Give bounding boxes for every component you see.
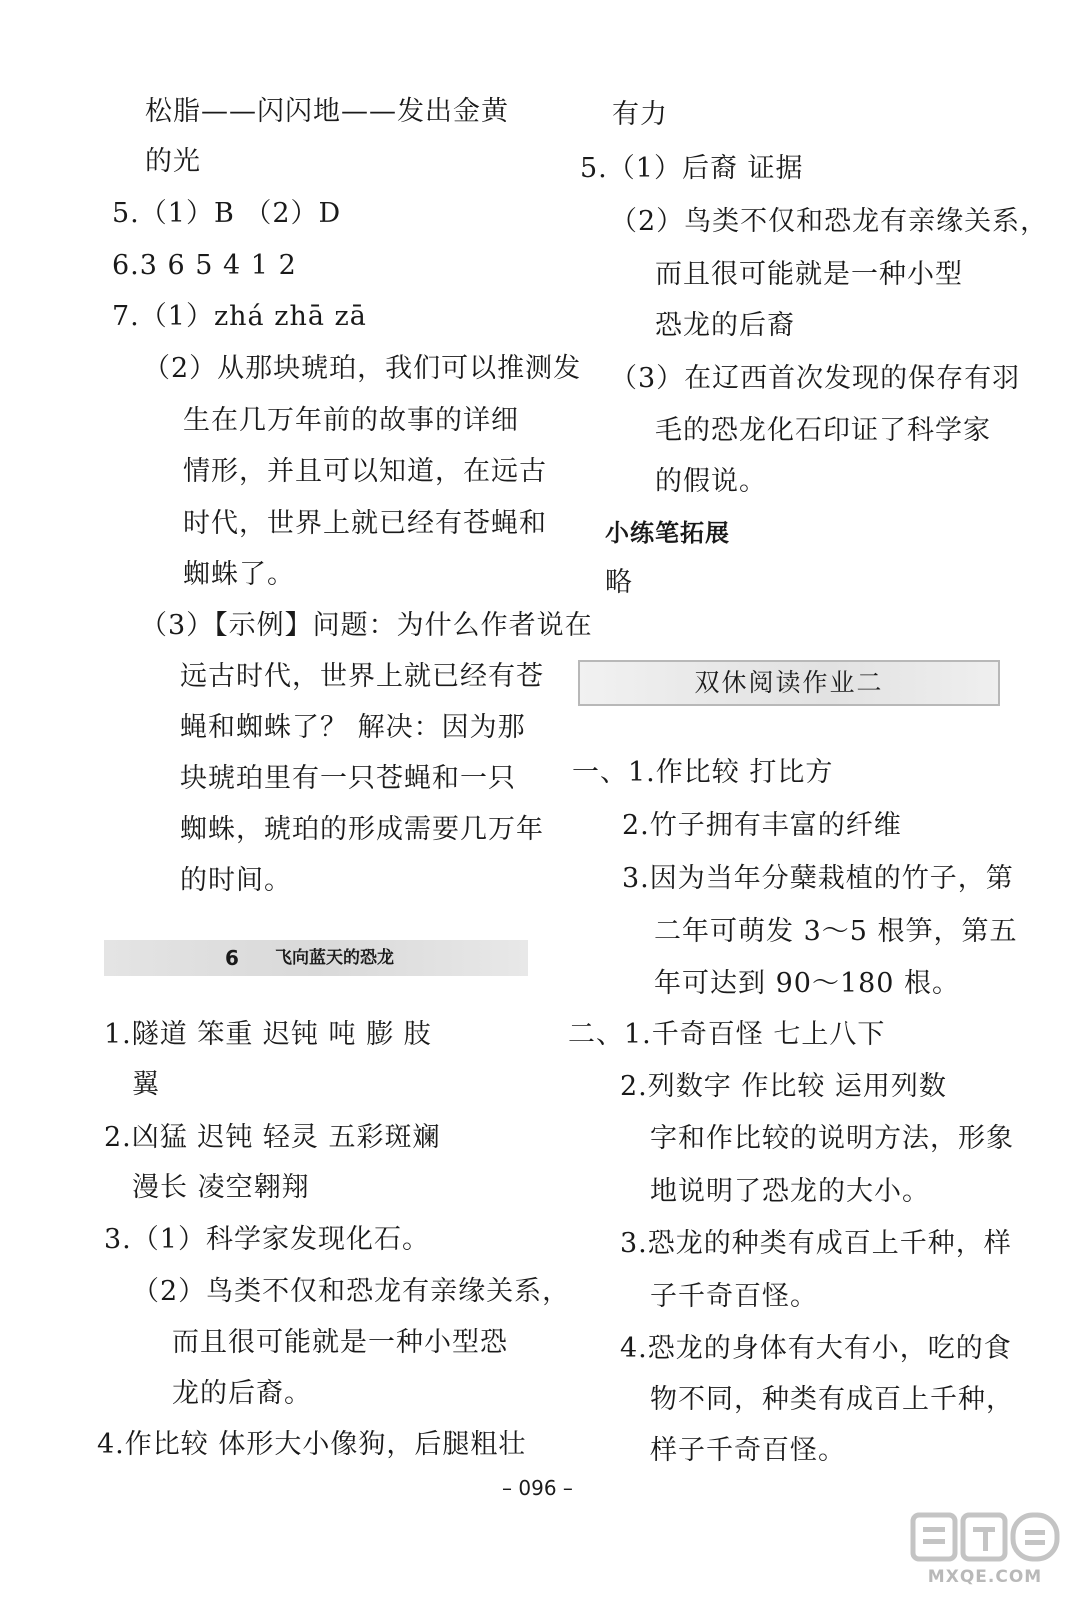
answer-line: （2）鸟类不仅和恐龙有亲缘关系， [132,1276,571,1307]
answer-line: 的光 [145,146,201,177]
answer-line: （2）从那块琥珀，我们可以推测发 [143,353,582,384]
practice-answer: 略 [605,567,633,598]
answer-line: 2.列数字 作比较 运用列数 [620,1071,947,1102]
answer-line: 有力 [612,99,668,130]
answer-line: 恐龙的后裔 [655,310,795,341]
answer-line: 块琥珀里有一只苍蝇和一只 [180,763,516,794]
answer-line: 情形，并且可以知道，在远古 [183,456,547,487]
answer-line: 1.隧道 笨重 迟钝 吨 膨 肢 [104,1019,432,1050]
answer-line: 子千奇百怪。 [650,1281,818,1312]
answer-line: 而且很可能就是一种小型 [655,259,963,290]
answer-line: （2）鸟类不仅和恐龙有亲缘关系， [610,206,1049,237]
answer-line: 3.因为当年分蘖栽植的竹子，第 [622,863,1014,894]
answer-line: 2.竹子拥有丰富的纤维 [622,810,902,841]
answer-line: 二年可萌发 3～5 根笋，第五 [654,916,1018,947]
answer-line: 物不同，种类有成百上千种， [650,1384,1014,1415]
answer-line: 远古时代，世界上就已经有苍 [180,661,544,692]
answer-line: 4.恐龙的身体有大有小，吃的食 [620,1333,1012,1364]
answer-line: 2.凶猛 迟钝 轻灵 五彩斑斓 [104,1122,441,1153]
answer-line: 地说明了恐龙的大小。 [650,1176,930,1207]
answer-line: 3.（1）科学家发现化石。 [104,1224,430,1255]
answer-line: 3.恐龙的种类有成百上千种，样 [620,1228,1012,1259]
answer-line: 年可达到 90～180 根。 [654,968,961,999]
answer-line: 的时间。 [180,865,292,896]
answer-line: 漫长 凌空翱翔 [132,1172,310,1203]
answer-line: 毛的恐龙化石印证了科学家 [655,415,991,446]
section-number: 6 [225,946,239,970]
page-number: – 096 – [502,1476,573,1500]
answer-line: 龙的后裔。 [172,1378,312,1409]
watermark-logo [905,1505,1065,1595]
answer-line: 7.（1）zhá zhā zā [112,301,367,332]
answer-line: 而且很可能就是一种小型恐 [172,1327,508,1358]
section-title: 飞向蓝天的恐龙 [275,948,394,968]
answer-line: 一、1.作比较 打比方 [572,757,834,788]
watermark-text: MXQE.COM [927,1567,1043,1587]
section-box-title: 双休阅读作业二 [694,668,884,697]
answer-line: 样子千奇百怪。 [650,1435,846,1466]
answer-line: 蜘蛛，琥珀的形成需要几万年 [180,814,544,845]
answer-line: 蜘蛛了。 [183,559,295,590]
answer-line: 二、1.千奇百怪 七上八下 [568,1019,886,1050]
answer-line: （3）【示例】问题：为什么作者说在 [140,610,593,641]
answer-line: （3）在辽西首次发现的保存有羽 [610,363,1021,394]
answer-line: 生在几万年前的故事的详细 [183,405,519,436]
answer-line: 时代，世界上就已经有苍蝇和 [183,508,547,539]
section-header-box [578,660,1000,706]
answer-line: 5.（1）后裔 证据 [580,153,804,184]
practice-heading: 小练笔拓展 [605,519,730,547]
answer-line: 翼 [132,1069,160,1100]
answer-line: 5.（1）B （2）D [112,198,342,229]
answer-line: 松脂——闪闪地——发出金黄 [145,96,509,127]
answer-line: 蝇和蜘蛛了？ 解决：因为那 [180,712,526,743]
answer-line: 字和作比较的说明方法，形象 [650,1123,1014,1154]
answer-line: 6.3 6 5 4 1 2 [112,250,297,281]
section-header-bar [104,940,528,976]
answer-line: 4.作比较 体形大小像狗，后腿粗壮 [97,1429,527,1460]
watermark-logo-icon [905,1505,1065,1567]
answer-line: 的假说。 [655,466,767,497]
